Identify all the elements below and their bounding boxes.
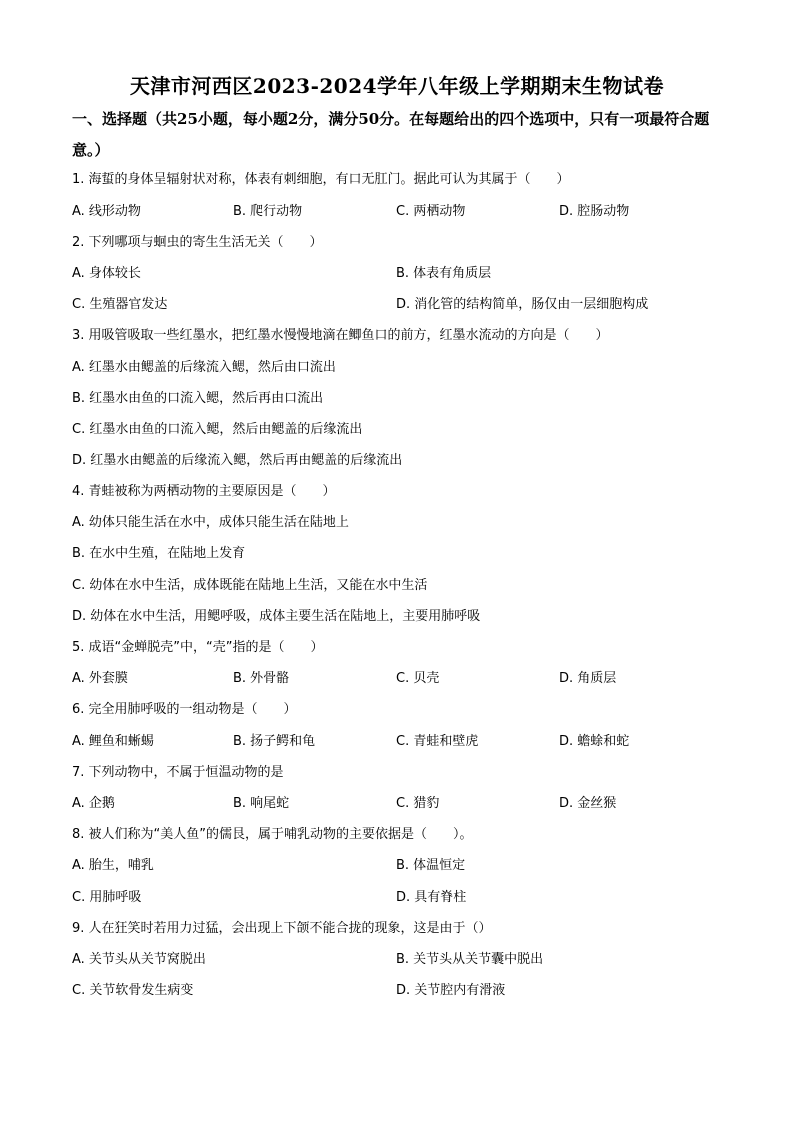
question-stem-8: 8. 被人们称为“美人鱼”的儒艮，属于哺乳动物的主要依据是（ ）。	[72, 827, 473, 842]
question-1-option-d[interactable]: D. 腔肠动物	[559, 204, 630, 219]
question-1-option-c[interactable]: C. 两栖动物	[396, 204, 466, 219]
question-3-option-a[interactable]: A. 红墨水由鳃盖的后缘流入鳃，然后由口流出	[72, 360, 336, 375]
question-3-option-b[interactable]: B. 红墨水由鱼的口流入鳃，然后再由口流出	[72, 391, 324, 406]
question-stem-7: 7. 下列动物中，不属于恒温动物的是	[72, 765, 284, 780]
question-5-option-c[interactable]: C. 贝壳	[396, 671, 440, 686]
question-7-option-a[interactable]: A. 企鹅	[72, 796, 115, 811]
question-stem-2: 2. 下列哪项与蛔虫的寄生生活无关（ ）	[72, 235, 323, 250]
question-5-option-a[interactable]: A. 外套膜	[72, 671, 128, 686]
question-9-option-c[interactable]: C. 关节软骨发生病变	[72, 983, 194, 998]
question-6-option-b[interactable]: B. 扬子鳄和龟	[233, 734, 316, 749]
question-8-option-d[interactable]: D. 具有脊柱	[396, 890, 467, 905]
section-heading: 一、选择题（共25小题，每小题2分，满分50分。在每题给出的四个选项中，只有一项最符合题意。）	[72, 110, 710, 159]
question-stem-6: 6. 完全用肺呼吸的一组动物是（ ）	[72, 702, 297, 717]
question-stem-4: 4. 青蛙被称为两栖动物的主要原因是（ ）	[72, 484, 336, 499]
question-6-option-c[interactable]: C. 青蛙和壁虎	[396, 734, 479, 749]
question-9-option-b[interactable]: B. 关节头从关节囊中脱出	[396, 952, 544, 967]
question-5-option-b[interactable]: B. 外骨骼	[233, 671, 290, 686]
question-2-option-b[interactable]: B. 体表有角质层	[396, 266, 492, 281]
question-6-option-d[interactable]: D. 蟾蜍和蛇	[559, 734, 630, 749]
question-1-option-a[interactable]: A. 线形动物	[72, 204, 141, 219]
question-4-option-b[interactable]: B. 在水中生殖，在陆地上发育	[72, 546, 246, 561]
question-9-option-d[interactable]: D. 关节腔内有滑液	[396, 983, 506, 998]
question-4-option-a[interactable]: A. 幼体只能生活在水中，成体只能生活在陆地上	[72, 515, 349, 530]
question-1-option-b[interactable]: B. 爬行动物	[233, 204, 303, 219]
question-2-option-a[interactable]: A. 身体较长	[72, 266, 141, 281]
question-8-option-c[interactable]: C. 用肺呼吸	[72, 890, 142, 905]
question-2-option-c[interactable]: C. 生殖器官发达	[72, 297, 168, 312]
question-5-option-d[interactable]: D. 角质层	[559, 671, 617, 686]
question-stem-3: 3. 用吸管吸取一些红墨水，把红墨水慢慢地滴在鲫鱼口的前方，红墨水流动的方向是（ ）	[72, 328, 609, 343]
question-7-option-d[interactable]: D. 金丝猴	[559, 796, 617, 811]
question-9-option-a[interactable]: A. 关节头从关节窝脱出	[72, 952, 206, 967]
question-7-option-c[interactable]: C. 猎豹	[396, 796, 440, 811]
question-4-option-c[interactable]: C. 幼体在水中生活，成体既能在陆地上生活，又能在水中生活	[72, 578, 428, 593]
question-2-option-d[interactable]: D. 消化管的结构简单，肠仅由一层细胞构成	[396, 297, 649, 312]
question-stem-1: 1. 海蜇的身体呈辐射状对称，体表有刺细胞，有口无肛门。据此可认为其属于（ ）	[72, 172, 570, 187]
question-3-option-d[interactable]: D. 红墨水由鳃盖的后缘流入鳃，然后再由鳃盖的后缘流出	[72, 453, 403, 468]
question-8-option-b[interactable]: B. 体温恒定	[396, 858, 466, 873]
question-stem-5: 5. 成语“金蝉脱壳”中，“壳”指的是（ ）	[72, 640, 324, 655]
question-4-option-d[interactable]: D. 幼体在水中生活，用鳃呼吸，成体主要生活在陆地上，主要用肺呼吸	[72, 609, 481, 624]
question-stem-9: 9. 人在狂笑时若用力过猛，会出现上下颌不能合拢的现象，这是由于（）	[72, 921, 492, 936]
question-7-option-b[interactable]: B. 响尾蛇	[233, 796, 290, 811]
question-3-option-c[interactable]: C. 红墨水由鱼的口流入鳃，然后由鳃盖的后缘流出	[72, 422, 363, 437]
exam-title: 天津市河西区2023-2024学年八年级上学期期末生物试卷	[129, 74, 665, 98]
question-6-option-a[interactable]: A. 鲤鱼和蜥蜴	[72, 734, 154, 749]
question-8-option-a[interactable]: A. 胎生，哺乳	[72, 858, 154, 873]
